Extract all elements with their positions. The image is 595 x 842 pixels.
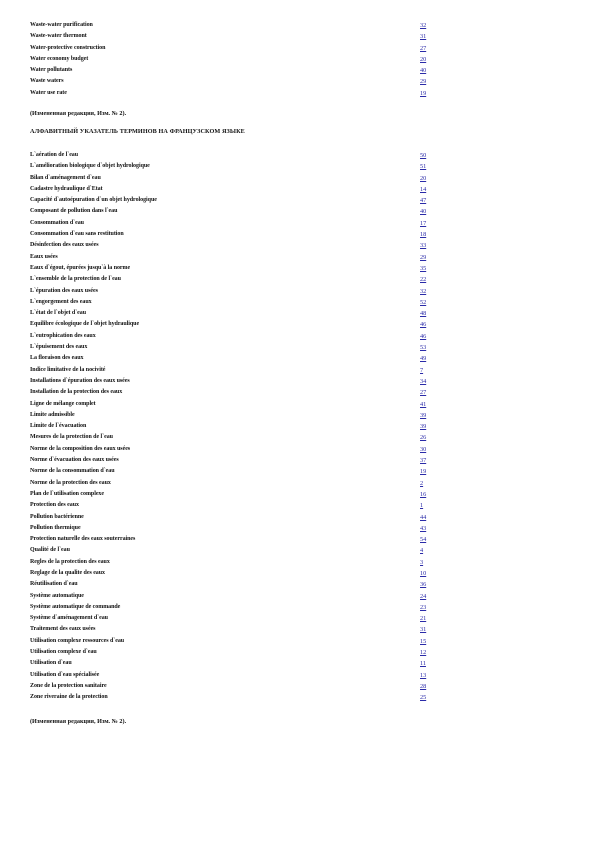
index-row — [30, 161, 450, 172]
page-link[interactable]: 27 — [420, 44, 427, 52]
term-text: Protection naturelle des eaux souterraines — [30, 536, 136, 543]
index-row — [30, 376, 450, 387]
term-text: L`état de l`objet d`eau — [30, 310, 87, 317]
term-text: Pollution bactérienne — [30, 513, 84, 520]
index-row — [30, 353, 450, 364]
page-link[interactable]: 46 — [420, 321, 427, 329]
term-text: Système automatique — [30, 592, 84, 599]
term-text: Regles de la protection des eaux — [30, 558, 110, 565]
term-text: Water use rate — [30, 89, 67, 96]
page-link[interactable]: 40 — [420, 208, 427, 216]
page-link[interactable]: 10 — [420, 569, 427, 577]
page-link[interactable]: 48 — [420, 310, 427, 318]
term-text: Protection des eaux — [30, 502, 79, 509]
index-row — [30, 252, 450, 263]
term-text: Water-protective construction — [30, 44, 106, 51]
index-row — [30, 692, 450, 703]
page-link[interactable]: 15 — [420, 637, 427, 645]
page-link[interactable]: 28 — [420, 682, 427, 690]
index-row — [30, 658, 450, 669]
index-row — [30, 489, 450, 500]
revision-note: (Измененная редакция, Изм. № 2). — [30, 718, 127, 725]
page-link[interactable]: 23 — [420, 603, 427, 611]
term-text: L`amélioration biologique d`objet hydrologique — [30, 163, 150, 170]
page-link[interactable]: 32 — [420, 287, 427, 295]
page-link[interactable]: 7 — [420, 366, 424, 374]
index-row — [30, 229, 450, 240]
index-row — [30, 286, 450, 297]
index-row — [30, 20, 450, 31]
term-text: Utilisation d`eau spécialisée — [30, 671, 100, 678]
index-row — [30, 591, 450, 602]
index-row — [30, 602, 450, 613]
term-text: Waste-water thermont — [30, 33, 87, 40]
index-row — [30, 523, 450, 534]
term-text: Composant de pollution dans l`eau — [30, 208, 118, 215]
page-link[interactable]: 54 — [420, 536, 427, 544]
index-row — [30, 263, 450, 274]
page-link[interactable]: 18 — [420, 231, 427, 239]
index-row — [30, 31, 450, 42]
term-text: Capacité d`autoépuration d`un objet hydrologique — [30, 197, 157, 204]
page-link[interactable]: 32 — [420, 22, 427, 29]
term-text: Norme de la composition des eaux usées — [30, 445, 131, 452]
index-row — [30, 365, 450, 376]
index-row — [30, 478, 450, 489]
index-row — [30, 512, 450, 523]
page-link[interactable]: 17 — [420, 219, 427, 227]
index-row — [30, 387, 450, 398]
term-text: L`engorgement des eaux — [30, 298, 92, 305]
term-text: Installation de la protection des eaux — [30, 389, 123, 396]
index-row — [30, 150, 450, 161]
page-link[interactable]: 22 — [420, 276, 427, 284]
page-link[interactable]: 43 — [420, 524, 427, 532]
page-link[interactable]: 29 — [420, 253, 427, 261]
term-text: Indice limitative de la nocivité — [30, 366, 106, 373]
term-text: Eaux usées — [30, 253, 58, 260]
term-text: Waste-water purification — [30, 22, 93, 28]
term-text: Système automatique de commande — [30, 603, 121, 610]
revision-note: (Измененная редакция, Изм. № 2). — [30, 110, 127, 117]
term-text: Eaux d`égout, épurées jusqu`à la norme — [30, 264, 131, 271]
page-link[interactable]: 39 — [420, 411, 427, 419]
index-row — [30, 65, 450, 76]
page-link[interactable]: 3 — [420, 558, 424, 566]
page-link[interactable]: 12 — [420, 649, 427, 657]
page-link[interactable]: 46 — [420, 332, 427, 340]
page-link[interactable]: 19 — [420, 468, 427, 476]
page-link[interactable]: 53 — [420, 344, 427, 352]
page-link[interactable]: 51 — [420, 163, 427, 171]
term-text: Reglage de la qualite des eaux — [30, 569, 105, 576]
term-text: Zone riveraine de la protection — [30, 694, 108, 701]
term-text: La floraison des eaux — [30, 355, 84, 362]
index-row — [30, 455, 450, 466]
page-link[interactable]: 41 — [420, 400, 427, 408]
index-row — [30, 557, 450, 568]
term-text: Consommation d`eau sans restitution — [30, 231, 124, 238]
index-row — [30, 195, 450, 206]
index-row — [30, 54, 450, 65]
index-row — [30, 670, 450, 681]
index-row — [30, 410, 450, 421]
page-link[interactable]: 14 — [420, 185, 427, 193]
page-link[interactable]: 26 — [420, 434, 427, 442]
index-row — [30, 466, 450, 477]
term-text: Plan de l`utilisation complexe — [30, 490, 104, 497]
index-row — [30, 206, 450, 217]
term-text: Désinfection des eaux usées — [30, 242, 99, 249]
page-link[interactable]: 1 — [420, 502, 424, 510]
page-link[interactable]: 2 — [420, 479, 424, 487]
term-text: Utilisation complexe ressources d`eau — [30, 637, 125, 644]
index-row — [30, 331, 450, 342]
term-text: Traitement des eaux usées — [30, 626, 96, 633]
term-text: Waste waters — [30, 78, 64, 85]
page-link[interactable]: 20 — [420, 55, 427, 63]
index-row — [30, 173, 450, 184]
page-link[interactable]: 47 — [420, 197, 427, 205]
term-text: Equilibre écologique de l`objet hydraulique — [30, 321, 140, 328]
index-row — [30, 43, 450, 54]
french-terms-list — [30, 150, 450, 704]
english-terms-list — [30, 20, 450, 99]
term-text: Water pollutants — [30, 67, 73, 74]
page-link[interactable]: 20 — [420, 174, 427, 182]
page-link[interactable]: 52 — [420, 298, 427, 306]
term-text: Réutilisation d`eau — [30, 581, 78, 588]
term-text: Pollution thermique — [30, 524, 81, 531]
term-text: L`épuration des eaux usées — [30, 287, 98, 294]
index-row — [30, 274, 450, 285]
page-link[interactable]: 21 — [420, 615, 427, 623]
index-row — [30, 444, 450, 455]
page-link[interactable]: 39 — [420, 423, 427, 431]
page-link[interactable]: 16 — [420, 490, 427, 498]
index-row — [30, 579, 450, 590]
index-row — [30, 681, 450, 692]
index-row — [30, 76, 450, 87]
index-row — [30, 342, 450, 353]
page-link[interactable]: 4 — [420, 547, 424, 555]
index-row — [30, 545, 450, 556]
index-row — [30, 308, 450, 319]
index-row — [30, 636, 450, 647]
term-text: Water economy budget — [30, 55, 89, 62]
term-text: Utilisation d`eau — [30, 660, 72, 667]
index-row — [30, 568, 450, 579]
term-text: Consommation d`eau — [30, 219, 84, 226]
page-link[interactable]: 40 — [420, 67, 427, 75]
page-link[interactable]: 11 — [420, 660, 426, 668]
term-text: Utilisation complexe d`eau — [30, 649, 97, 656]
index-row — [30, 297, 450, 308]
index-row — [30, 500, 450, 511]
term-text: Système d`aménagement d`eau — [30, 615, 108, 622]
term-text: Bilan d`aménagement d`eau — [30, 174, 101, 181]
term-text: L`épuisement des eaux — [30, 344, 88, 351]
term-text: Mesures de la protection de l`eau — [30, 434, 113, 441]
index-row — [30, 240, 450, 251]
index-row — [30, 624, 450, 635]
page-link[interactable]: 13 — [420, 671, 427, 679]
page-link[interactable]: 50 — [420, 152, 427, 159]
term-text: Limite admissible — [30, 411, 75, 418]
page-link[interactable]: 29 — [420, 78, 427, 86]
page-link[interactable]: 31 — [420, 33, 427, 41]
index-row — [30, 218, 450, 229]
index-row — [30, 399, 450, 410]
term-text: Qualité de l`eau — [30, 547, 70, 554]
term-text: Ligne de mélange complet — [30, 400, 96, 407]
page-link[interactable]: 37 — [420, 457, 427, 465]
page-link[interactable]: 30 — [420, 445, 427, 453]
section-heading: АЛФАВИТНЫЙ УКАЗАТЕЛЬ ТЕРМИНОВ НА ФРАНЦУЗСКОМ ЯЗЫКЕ — [30, 128, 245, 135]
page-link[interactable]: 36 — [420, 581, 427, 589]
term-text: L`aération de l`eau — [30, 152, 79, 158]
page-link[interactable]: 44 — [420, 513, 427, 521]
term-text: Norme de la consommation d`eau — [30, 468, 115, 475]
page-link[interactable]: 34 — [420, 377, 427, 385]
term-text: Cadastre hydraulique d`Etat — [30, 185, 103, 192]
term-text: Norme de la protection des eaux — [30, 479, 111, 486]
index-row — [30, 432, 450, 443]
term-text: Installations d`épuration des eaux usées — [30, 377, 130, 384]
index-row — [30, 534, 450, 545]
index-row — [30, 88, 450, 99]
page-link[interactable]: 49 — [420, 355, 427, 363]
index-row — [30, 421, 450, 432]
page-link[interactable]: 25 — [420, 694, 427, 702]
index-row — [30, 319, 450, 330]
page-link[interactable]: 33 — [420, 242, 427, 250]
term-text: Limite de l`évacuation — [30, 423, 87, 430]
page-link[interactable]: 27 — [420, 389, 427, 397]
term-text: Norme d`évacuation des eaux usées — [30, 457, 119, 464]
page-link[interactable]: 19 — [420, 89, 427, 97]
page-link[interactable]: 35 — [420, 264, 427, 272]
index-row — [30, 647, 450, 658]
term-text: Zone de la protection sanitaire — [30, 682, 107, 689]
page-link[interactable]: 24 — [420, 592, 427, 600]
index-row — [30, 184, 450, 195]
page-link[interactable]: 31 — [420, 626, 427, 634]
term-text: L`eutrophication des eaux — [30, 332, 96, 339]
index-row — [30, 613, 450, 624]
term-text: L`ensemble de la protection de l`eau — [30, 276, 121, 283]
